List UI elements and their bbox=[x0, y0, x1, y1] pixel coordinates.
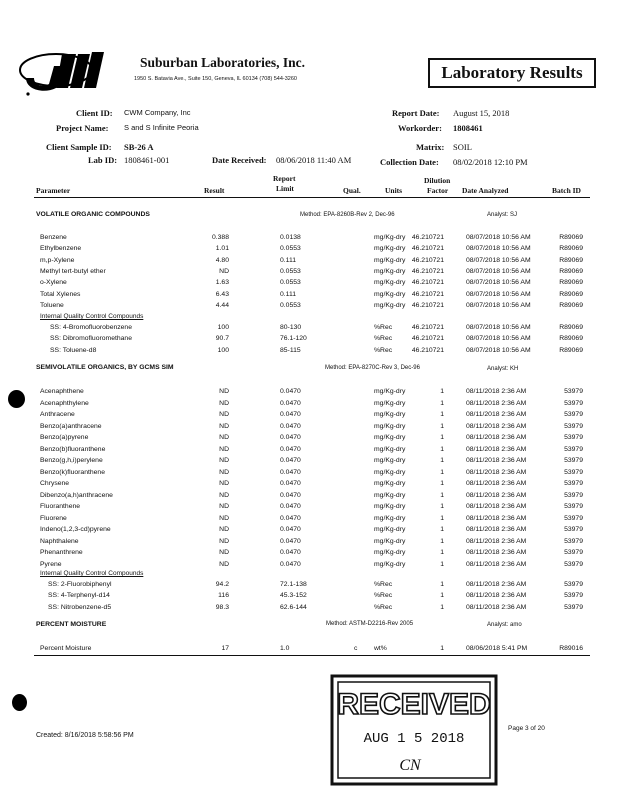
cell-parameter: SS: Nitrobenzene-d5 bbox=[48, 603, 112, 611]
cell-result: ND bbox=[219, 537, 229, 545]
cell-batch-id: 53979 bbox=[564, 422, 583, 430]
svoc-qc-title: Internal Quality Control Compounds bbox=[40, 570, 144, 577]
cell-parameter: Fluoranthene bbox=[40, 503, 81, 510]
cell-dilution-factor: 46.210721 bbox=[411, 335, 444, 343]
created-timestamp: Created: 8/16/2018 5:58:56 PM bbox=[36, 732, 134, 739]
cell-report-limit: 0.0470 bbox=[280, 549, 301, 556]
cell-units: mg/Kg-dry bbox=[374, 480, 406, 487]
cell-units: mg/Kg-dry bbox=[374, 234, 406, 241]
cell-date-analyzed: 08/11/2018 2:36 AM bbox=[466, 468, 527, 476]
cell-units: mg/Kg-dry bbox=[374, 549, 406, 556]
cell-qualifier: c bbox=[354, 645, 358, 652]
sample-id-label: Client Sample ID: bbox=[46, 142, 112, 152]
cell-result: 4.80 bbox=[215, 256, 229, 264]
client-id-value: CWM Company, Inc bbox=[124, 108, 191, 117]
lab-logo-icon bbox=[16, 48, 106, 98]
cell-parameter: Pyrene bbox=[40, 560, 62, 568]
cell-dilution-factor: 1 bbox=[440, 411, 444, 418]
cell-report-limit: 0.0138 bbox=[280, 234, 301, 241]
cell-units: %Rec bbox=[374, 592, 393, 600]
cell-parameter: m,p-Xylene bbox=[40, 256, 75, 264]
cell-report-limit: 80-130 bbox=[280, 324, 302, 331]
table-row bbox=[0, 423, 618, 435]
cell-batch-id: 53979 bbox=[564, 503, 583, 510]
cell-parameter: Dibenzo(a,h)anthracene bbox=[40, 491, 113, 499]
table-row bbox=[0, 604, 618, 616]
cell-units: wt% bbox=[374, 645, 387, 652]
table-row bbox=[0, 335, 618, 347]
cell-result: ND bbox=[219, 411, 229, 418]
header-rule bbox=[34, 197, 590, 198]
cell-date-analyzed: 08/11/2018 2:36 AM bbox=[466, 457, 527, 464]
matrix-label: Matrix: bbox=[416, 142, 445, 152]
stamp-initials: CN bbox=[399, 757, 421, 774]
cell-parameter: Anthracene bbox=[40, 411, 75, 418]
table-row bbox=[0, 279, 618, 291]
voc-qc-title: Internal Quality Control Compounds bbox=[40, 313, 144, 320]
cell-parameter: Methyl tert-butyl ether bbox=[40, 267, 106, 275]
cell-dilution-factor: 1 bbox=[440, 603, 444, 611]
cell-result: ND bbox=[219, 434, 229, 441]
cell-report-limit: 0.0470 bbox=[280, 491, 301, 499]
report-title: Laboratory Results bbox=[441, 63, 583, 82]
col-batch-id: Batch ID bbox=[552, 186, 581, 195]
cell-batch-id: 53979 bbox=[564, 388, 583, 395]
cell-report-limit: 76.1-120 bbox=[280, 335, 307, 343]
collection-date-label: Collection Date: bbox=[380, 157, 439, 167]
cell-batch-id: 53979 bbox=[564, 480, 583, 487]
table-row bbox=[0, 457, 618, 469]
cell-parameter: Percent Moisture bbox=[40, 645, 92, 652]
cell-units: mg/Kg-dry bbox=[374, 526, 406, 533]
cell-date-analyzed: 08/11/2018 2:36 AM bbox=[466, 560, 527, 568]
moisture-analyst: Analyst: amo bbox=[487, 622, 522, 628]
cell-dilution-factor: 46.210721 bbox=[411, 346, 444, 354]
cell-parameter: Benzo(a)pyrene bbox=[40, 434, 89, 441]
cell-parameter: Benzo(k)fluoranthene bbox=[40, 468, 105, 476]
cell-result: ND bbox=[219, 560, 229, 568]
cell-units: %Rec bbox=[374, 581, 393, 588]
cell-dilution-factor: 1 bbox=[440, 399, 444, 407]
cell-units: mg/Kg-dry bbox=[374, 290, 406, 298]
cell-dilution-factor: 46.210721 bbox=[411, 256, 444, 264]
cell-dilution-factor: 46.210721 bbox=[411, 324, 444, 331]
cell-report-limit: 0.0470 bbox=[280, 434, 301, 441]
cell-parameter: Fluorene bbox=[40, 514, 67, 522]
cell-date-analyzed: 08/11/2018 2:36 AM bbox=[466, 480, 527, 487]
cell-report-limit: 72.1-138 bbox=[280, 581, 307, 588]
cell-date-analyzed: 08/07/2018 10:56 AM bbox=[466, 335, 531, 343]
hole-punch bbox=[12, 694, 27, 711]
cell-batch-id: R89016 bbox=[559, 645, 583, 652]
cell-report-limit: 0.0470 bbox=[280, 480, 301, 487]
cell-batch-id: R89069 bbox=[559, 301, 583, 309]
cell-date-analyzed: 08/07/2018 10:56 AM bbox=[466, 324, 531, 331]
cell-batch-id: R89069 bbox=[559, 324, 583, 331]
cell-parameter: Chrysene bbox=[40, 480, 70, 487]
cell-batch-id: 53979 bbox=[564, 581, 583, 588]
cell-dilution-factor: 1 bbox=[440, 388, 444, 395]
cell-result: 90.7 bbox=[215, 335, 229, 343]
svoc-title: SEMIVOLATILE ORGANICS, BY GCMS SIM bbox=[36, 364, 174, 371]
col-dilution-1: Dilution bbox=[424, 176, 451, 185]
cell-result: ND bbox=[219, 480, 229, 487]
cell-dilution-factor: 1 bbox=[440, 549, 444, 556]
col-result: Result bbox=[204, 186, 225, 195]
table-row bbox=[0, 526, 618, 538]
cell-result: 100 bbox=[217, 324, 229, 331]
project-name-label: Project Name: bbox=[56, 123, 109, 133]
cell-parameter: SS: 4-Bromofluorobenzene bbox=[50, 324, 132, 331]
cell-result: ND bbox=[219, 549, 229, 556]
cell-dilution-factor: 46.210721 bbox=[411, 279, 444, 287]
table-row bbox=[0, 388, 618, 400]
cell-result: ND bbox=[219, 514, 229, 522]
cell-result: 100 bbox=[217, 346, 229, 354]
cell-parameter: Acenaphthylene bbox=[40, 399, 89, 407]
cell-parameter: Toluene bbox=[40, 301, 64, 309]
cell-units: mg/Kg-dry bbox=[374, 422, 406, 430]
cell-units: mg/Kg-dry bbox=[374, 457, 406, 464]
cell-units: mg/Kg-dry bbox=[374, 537, 406, 545]
cell-parameter: Benzene bbox=[40, 234, 67, 241]
cell-date-analyzed: 08/07/2018 10:56 AM bbox=[466, 245, 531, 253]
cell-parameter: Total Xylenes bbox=[40, 290, 81, 298]
cell-parameter: Indeno(1,2,3-cd)pyrene bbox=[40, 526, 111, 533]
table-row bbox=[0, 347, 618, 359]
report-date-value: August 15, 2018 bbox=[453, 108, 510, 118]
svoc-analyst: Analyst: KH bbox=[487, 366, 519, 372]
cell-batch-id: R89069 bbox=[559, 234, 583, 241]
table-row bbox=[0, 446, 618, 458]
company-address: 1950 S. Batavia Ave., Suite 150, Geneva, IL 60134 (708) 544-3260 bbox=[134, 76, 297, 82]
voc-method: Method: EPA-8260B-Rev 2, Dec-96 bbox=[300, 212, 395, 218]
cell-report-limit: 1.0 bbox=[280, 645, 290, 652]
cell-units: mg/Kg-dry bbox=[374, 301, 406, 309]
cell-batch-id: 53979 bbox=[564, 491, 583, 499]
hole-punch bbox=[8, 390, 25, 408]
cell-result: ND bbox=[219, 445, 229, 453]
svoc-method: Method: EPA-8270C-Rev 3, Dec-96 bbox=[325, 365, 420, 371]
cell-report-limit: 0.0553 bbox=[280, 301, 301, 309]
cell-report-limit: 0.0553 bbox=[280, 245, 301, 253]
date-received-value: 08/06/2018 11:40 AM bbox=[276, 155, 352, 165]
cell-units: mg/Kg-dry bbox=[374, 503, 406, 510]
voc-analyst: Analyst: SJ bbox=[487, 212, 518, 218]
cell-date-analyzed: 08/11/2018 2:36 AM bbox=[466, 399, 527, 407]
moisture-title: PERCENT MOISTURE bbox=[36, 621, 107, 628]
cell-date-analyzed: 08/07/2018 10:56 AM bbox=[466, 279, 531, 287]
cell-date-analyzed: 08/11/2018 2:36 AM bbox=[466, 526, 527, 533]
cell-dilution-factor: 1 bbox=[440, 537, 444, 545]
cell-date-analyzed: 08/07/2018 10:56 AM bbox=[466, 290, 531, 298]
cell-units: mg/Kg-dry bbox=[374, 388, 406, 395]
cell-report-limit: 0.0470 bbox=[280, 537, 301, 545]
voc-title: VOLATILE ORGANIC COMPOUNDS bbox=[36, 211, 150, 218]
lab-id-value: 1808461-001 bbox=[124, 155, 170, 165]
table-row bbox=[0, 234, 618, 246]
company-name: Suburban Laboratories, Inc. bbox=[140, 55, 306, 70]
table-row bbox=[0, 291, 618, 303]
cell-date-analyzed: 08/11/2018 2:36 AM bbox=[466, 503, 527, 510]
table-row bbox=[0, 480, 618, 492]
table-row bbox=[0, 515, 618, 527]
cell-dilution-factor: 46.210721 bbox=[411, 245, 444, 253]
cell-parameter: SS: 2-Fluorobiphenyl bbox=[48, 581, 112, 588]
cell-batch-id: 53979 bbox=[564, 526, 583, 533]
stamp-word: RECEIVED bbox=[337, 688, 491, 721]
cell-parameter: Benzo(a)anthracene bbox=[40, 422, 102, 430]
cell-dilution-factor: 1 bbox=[440, 457, 444, 464]
cell-result: ND bbox=[219, 468, 229, 476]
cell-date-analyzed: 08/11/2018 2:36 AM bbox=[466, 592, 527, 600]
cell-units: mg/Kg-dry bbox=[374, 560, 406, 568]
cell-result: 116 bbox=[218, 592, 229, 600]
cell-result: 0.388 bbox=[211, 234, 229, 241]
cell-units: %Rec bbox=[374, 346, 393, 354]
cell-result: 94.2 bbox=[215, 581, 229, 588]
cell-units: mg/Kg-dry bbox=[374, 267, 406, 275]
cell-result: ND bbox=[219, 457, 229, 464]
cell-report-limit: 0.0470 bbox=[280, 514, 301, 522]
cell-parameter: Naphthalene bbox=[40, 537, 79, 545]
table-row bbox=[0, 592, 618, 604]
cell-dilution-factor: 1 bbox=[440, 468, 444, 476]
cell-units: mg/Kg-dry bbox=[374, 399, 406, 407]
cell-batch-id: 53979 bbox=[564, 560, 583, 568]
cell-report-limit: 45.3-152 bbox=[280, 592, 307, 600]
cell-parameter: SS: Toluene-d8 bbox=[50, 346, 97, 354]
cell-units: mg/Kg-dry bbox=[374, 279, 406, 287]
cell-date-analyzed: 08/07/2018 10:56 AM bbox=[466, 256, 531, 264]
table-row bbox=[0, 492, 618, 504]
cell-date-analyzed: 08/11/2018 2:36 AM bbox=[466, 422, 527, 430]
cell-result: 1.63 bbox=[215, 279, 229, 287]
report-date-label: Report Date: bbox=[392, 108, 440, 118]
cell-dilution-factor: 1 bbox=[440, 503, 444, 510]
table-row bbox=[0, 400, 618, 412]
cell-units: mg/Kg-dry bbox=[374, 514, 406, 522]
cell-date-analyzed: 08/06/2018 5:41 PM bbox=[466, 645, 528, 652]
table-row bbox=[0, 581, 618, 593]
cell-dilution-factor: 1 bbox=[440, 592, 444, 600]
cell-batch-id: 53979 bbox=[564, 537, 583, 545]
cell-date-analyzed: 08/11/2018 2:36 AM bbox=[466, 411, 527, 418]
cell-date-analyzed: 08/07/2018 10:56 AM bbox=[466, 346, 531, 354]
cell-batch-id: 53979 bbox=[564, 457, 583, 464]
table-row bbox=[0, 302, 618, 314]
cell-batch-id: 53979 bbox=[564, 434, 583, 441]
table-row bbox=[0, 538, 618, 550]
cell-dilution-factor: 1 bbox=[440, 422, 444, 430]
cell-date-analyzed: 08/11/2018 2:36 AM bbox=[466, 603, 527, 611]
cell-date-analyzed: 08/11/2018 2:36 AM bbox=[466, 445, 527, 453]
cell-batch-id: R89069 bbox=[559, 245, 583, 253]
cell-units: %Rec bbox=[374, 335, 393, 343]
table-row bbox=[0, 411, 618, 423]
cell-date-analyzed: 08/07/2018 10:56 AM bbox=[466, 234, 531, 241]
cell-parameter: SS: Dibromofluoromethane bbox=[50, 335, 132, 343]
cell-batch-id: 53979 bbox=[564, 468, 583, 476]
stamp-date: AUG 1 5 2018 bbox=[363, 731, 465, 747]
cell-date-analyzed: 08/11/2018 2:36 AM bbox=[466, 491, 527, 499]
cell-dilution-factor: 1 bbox=[440, 560, 444, 568]
table-row bbox=[0, 549, 618, 561]
cell-units: mg/Kg-dry bbox=[374, 434, 406, 441]
cell-report-limit: 0.0470 bbox=[280, 388, 301, 395]
cell-units: mg/Kg-dry bbox=[374, 256, 406, 264]
cell-units: mg/Kg-dry bbox=[374, 491, 406, 499]
col-units: Units bbox=[385, 186, 403, 195]
table-row bbox=[0, 245, 618, 257]
sample-id-value: SB-26 A bbox=[124, 142, 154, 152]
collection-date-value: 08/02/2018 12:10 PM bbox=[453, 157, 528, 167]
cell-batch-id: 53979 bbox=[564, 603, 583, 611]
report-title-box bbox=[428, 58, 596, 88]
cell-dilution-factor: 1 bbox=[440, 491, 444, 499]
cell-units: mg/Kg-dry bbox=[374, 468, 406, 476]
cell-units: mg/Kg-dry bbox=[374, 445, 406, 453]
cell-report-limit: 0.0470 bbox=[280, 560, 301, 568]
cell-dilution-factor: 46.210721 bbox=[411, 290, 444, 298]
cell-result: ND bbox=[219, 526, 229, 533]
cell-report-limit: 0.0470 bbox=[280, 411, 301, 418]
cell-report-limit: 0.0470 bbox=[280, 503, 301, 510]
cell-batch-id: R89069 bbox=[559, 256, 583, 264]
table-row bbox=[0, 434, 618, 446]
cell-date-analyzed: 08/07/2018 10:56 AM bbox=[466, 267, 531, 275]
cell-date-analyzed: 08/11/2018 2:36 AM bbox=[466, 434, 527, 441]
cell-report-limit: 0.0553 bbox=[280, 279, 301, 287]
cell-dilution-factor: 46.210721 bbox=[411, 267, 444, 275]
cell-report-limit: 0.0470 bbox=[280, 445, 301, 453]
project-name-value: S and S Infinite Peoria bbox=[124, 123, 199, 132]
cell-result: 1.01 bbox=[215, 245, 229, 253]
cell-batch-id: R89069 bbox=[559, 346, 583, 354]
cell-parameter: Benzo(g,h,i)perylene bbox=[40, 457, 103, 464]
cell-dilution-factor: 1 bbox=[440, 581, 444, 588]
cell-report-limit: 0.0470 bbox=[280, 422, 301, 430]
cell-date-analyzed: 08/11/2018 2:36 AM bbox=[466, 388, 527, 395]
cell-batch-id: 53979 bbox=[564, 592, 583, 600]
table-row bbox=[0, 469, 618, 481]
cell-batch-id: R89069 bbox=[559, 267, 583, 275]
cell-report-limit: 85-115 bbox=[280, 346, 301, 354]
cell-batch-id: 53979 bbox=[564, 411, 583, 418]
cell-parameter: Phenanthrene bbox=[40, 549, 83, 556]
cell-dilution-factor: 1 bbox=[440, 645, 444, 652]
table-row bbox=[0, 503, 618, 515]
moisture-method: Method: ASTM-D2216-Rev 2005 bbox=[326, 621, 414, 627]
cell-dilution-factor: 46.210721 bbox=[411, 234, 444, 241]
cell-result: ND bbox=[219, 399, 229, 407]
lab-id-label: Lab ID: bbox=[88, 155, 118, 165]
cell-units: mg/Kg-dry bbox=[374, 411, 406, 418]
cell-result: ND bbox=[219, 267, 229, 275]
cell-batch-id: 53979 bbox=[564, 514, 583, 522]
cell-dilution-factor: 1 bbox=[440, 434, 444, 441]
cell-dilution-factor: 1 bbox=[440, 526, 444, 533]
client-id-label: Client ID: bbox=[76, 108, 113, 118]
bottom-rule bbox=[34, 655, 590, 656]
cell-date-analyzed: 08/11/2018 2:36 AM bbox=[466, 549, 527, 556]
cell-result: 6.43 bbox=[215, 290, 229, 298]
cell-result: 98.3 bbox=[215, 603, 229, 611]
cell-dilution-factor: 1 bbox=[440, 514, 444, 522]
col-report-limit-1: Report bbox=[273, 174, 296, 183]
cell-date-analyzed: 08/11/2018 2:36 AM bbox=[466, 581, 527, 588]
cell-report-limit: 0.111 bbox=[280, 290, 296, 298]
cell-result: 17 bbox=[221, 645, 229, 652]
cell-date-analyzed: 08/11/2018 2:36 AM bbox=[466, 514, 527, 522]
cell-result: 4.44 bbox=[215, 301, 229, 309]
cell-result: ND bbox=[219, 503, 229, 510]
table-row bbox=[0, 268, 618, 280]
table-row bbox=[0, 324, 618, 336]
workorder-label: Workorder: bbox=[398, 123, 442, 133]
cell-report-limit: 0.0553 bbox=[280, 267, 301, 275]
cell-units: %Rec bbox=[374, 324, 393, 331]
cell-units: mg/Kg-dry bbox=[374, 245, 406, 253]
table-row bbox=[0, 257, 618, 269]
cell-date-analyzed: 08/07/2018 10:56 AM bbox=[466, 301, 531, 309]
cell-result: ND bbox=[219, 422, 229, 430]
cell-parameter: Benzo(b)fluoranthene bbox=[40, 445, 106, 453]
received-stamp bbox=[330, 674, 498, 786]
matrix-value: SOIL bbox=[453, 142, 472, 152]
cell-dilution-factor: 1 bbox=[440, 480, 444, 487]
cell-batch-id: R89069 bbox=[559, 279, 583, 287]
cell-dilution-factor: 46.210721 bbox=[411, 301, 444, 309]
cell-parameter: o-Xylene bbox=[40, 279, 67, 287]
cell-batch-id: R89069 bbox=[559, 290, 583, 298]
cell-batch-id: 53979 bbox=[564, 445, 583, 453]
col-report-limit-2: Limit bbox=[276, 184, 294, 193]
cell-batch-id: 53979 bbox=[564, 399, 583, 407]
cell-parameter: Acenaphthene bbox=[40, 388, 84, 395]
cell-parameter: SS: 4-Terphenyl-d14 bbox=[48, 592, 110, 600]
cell-report-limit: 0.0470 bbox=[280, 526, 301, 533]
cell-report-limit: 0.0470 bbox=[280, 457, 301, 464]
cell-report-limit: 0.111 bbox=[280, 256, 296, 264]
cell-batch-id: 53979 bbox=[564, 549, 583, 556]
col-dilution-2: Factor bbox=[427, 186, 449, 195]
col-date-analyzed: Date Analyzed bbox=[462, 186, 509, 195]
cell-dilution-factor: 1 bbox=[440, 445, 444, 453]
cell-date-analyzed: 08/11/2018 2:36 AM bbox=[466, 537, 527, 545]
cell-report-limit: 62.6-144 bbox=[280, 603, 307, 611]
col-qual: Qual. bbox=[343, 186, 361, 195]
cell-result: ND bbox=[219, 491, 229, 499]
date-received-label: Date Received: bbox=[212, 155, 267, 165]
cell-report-limit: 0.0470 bbox=[280, 399, 301, 407]
cell-batch-id: R89069 bbox=[559, 335, 583, 343]
cell-parameter: Ethylbenzene bbox=[40, 245, 82, 253]
col-parameter: Parameter bbox=[36, 186, 71, 195]
cell-result: ND bbox=[219, 388, 229, 395]
page-number: Page 3 of 20 bbox=[508, 725, 545, 732]
workorder-value: 1808461 bbox=[453, 123, 483, 133]
cell-report-limit: 0.0470 bbox=[280, 468, 301, 476]
cell-units: %Rec bbox=[374, 603, 393, 611]
